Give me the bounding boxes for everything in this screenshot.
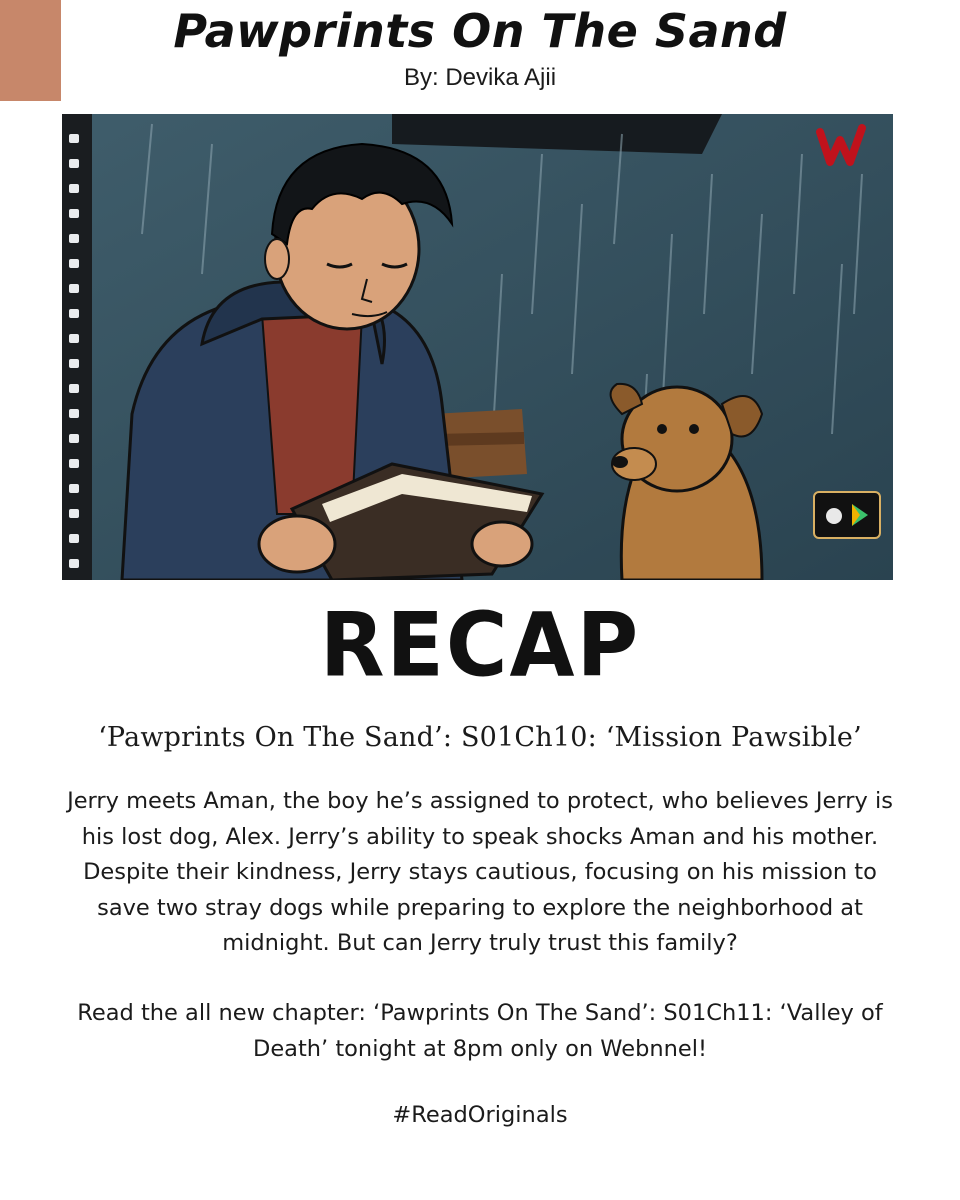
chapter-summary: Jerry meets Aman, the boy he’s assigned to protect, who believes Jerry is his lost dog, Alex. Jerry’s ability to speak shocks Aman and his mother. Despite their kindness, Jerry stays cautious, focusing on his mission to save two stray dogs while preparing to explore the neighborhood at midnight. But can Jerry truly trust this family? — [67, 788, 893, 956]
story-title: Pawprints On The Sand — [173, 4, 787, 58]
dog-figure — [611, 384, 762, 580]
film-strip — [62, 114, 92, 580]
hashtag: #ReadOriginals — [392, 1102, 568, 1128]
chapter-title: ‘Pawprints On The Sand’: S01Ch10: ‘Mission Pawsible’ — [98, 722, 862, 753]
app-store-badge-icon — [814, 492, 880, 538]
next-chapter-announcement: Read the all new chapter: ‘Pawprints On The Sand’: S01Ch11: ‘Valley of Death’ tonight at 8pm only on Webnnel! — [77, 1000, 883, 1062]
recap-heading: RECAP — [319, 593, 641, 697]
cover-illustration — [62, 114, 893, 580]
author-byline: By: Devika Ajii — [403, 64, 557, 91]
